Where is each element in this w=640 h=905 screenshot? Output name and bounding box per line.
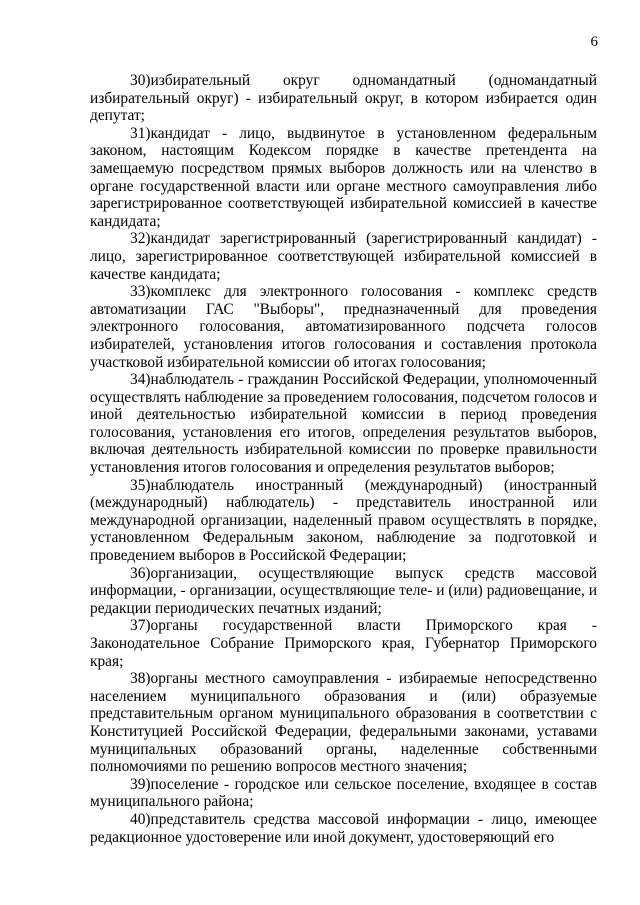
definition-paragraph-34 [90,371,597,477]
definition-paragraph-40 [90,811,597,846]
clause-number: 30) [130,72,151,89]
clause-number: 33) [130,283,151,301]
clause-number: 32) [130,230,151,248]
clause-text: избирательный округ одномандатный (одномандатный избирательный округ) - избирательный округ, в котором избирается один депутат; [90,72,597,125]
definition-paragraph-33 [90,283,597,371]
clause-number: 40) [130,810,151,828]
clause-number: 31) [130,124,151,142]
definition-paragraph-32 [90,230,597,283]
document-body [90,72,597,846]
clause-text: комплекс для электронного голосования - комплекс средств автоматизации ГАС "Выборы", предназначенный для проведения электронного голосования, автоматизированного подсчета голосов избирателей, установления итогов голосования и составления протокола участковой избирательной комиссии об итогах голосования; [90,283,597,371]
clause-text: кандидат - лицо, выдвинутое в установленном федеральным законом, настоящим Кодексом порядке в качестве претендента на замещаемую посредством прямых выборов должность или на членство в органе государственной власти или органе местного самоуправления либо зарегистрированное соответствующей избирательной комиссией в качестве кандидата; [90,124,597,230]
definition-paragraph-37 [90,617,597,670]
definition-paragraph-39 [90,776,597,811]
definition-paragraph-38 [90,670,597,776]
clause-text: органы местного самоуправления - избираемые непосредственно населением муниципального образования и (или) образуемые представительным органом муниципального образования в соответствии с Конституцией Российской Федерации, федеральными законами, уставами муниципальных образований органы, наделенные собственными полномочиями по решению вопросов местного значения; [90,670,597,776]
clause-number: 35) [130,476,151,494]
clause-number: 39) [130,775,151,793]
clause-number: 38) [130,670,151,688]
clause-text: органы государственной власти Приморского края - Законодательное Собрание Приморского края, Губернатор Приморского края; [90,617,597,670]
clause-number: 34) [130,371,151,389]
clause-text: представитель средства массовой информации - лицо, имеющее редакционное удостоверение или иной документ, удостоверяющий его [90,810,597,846]
clause-text: наблюдатель - гражданин Российской Федерации, уполномоченный осуществлять наблюдение за проведением голосования, подсчетом голосов и иной деятельностью избирательной комиссии в период проведения голосования, установления его итогов, определения результатов выборов, включая деятельность избирательной комиссии по проверке правильности установления итогов голосования и определения результатов выборов; [90,371,597,477]
definition-paragraph-30 [90,72,597,125]
clause-number: 37) [130,617,151,635]
page-number: 6 [590,34,598,50]
clause-text: кандидат зарегистрированный (зарегистрированный кандидат) - лицо, зарегистрированное соответствующей избирательной комиссией в качестве кандидата; [90,230,597,283]
clause-text: поселение - городское или сельское поселение, входящее в состав муниципального района; [90,775,597,811]
definition-paragraph-35 [90,477,597,565]
clause-number: 36) [130,564,151,582]
definition-paragraph-31 [90,125,597,231]
clause-text: наблюдатель иностранный (международный) (иностранный (международный) наблюдатель) - представитель иностранной или международной организации, наделенный правом осуществлять в порядке, установленном Федеральным законом, наблюдение за подготовкой и проведением выборов в Российской Федерации; [90,476,597,565]
clause-text: организации, осуществляющие выпуск средств массовой информации, - организации, осуществляющие теле- и (или) радиовещание, и редакции периодических печатных изданий; [90,564,597,617]
definition-paragraph-36 [90,565,597,618]
